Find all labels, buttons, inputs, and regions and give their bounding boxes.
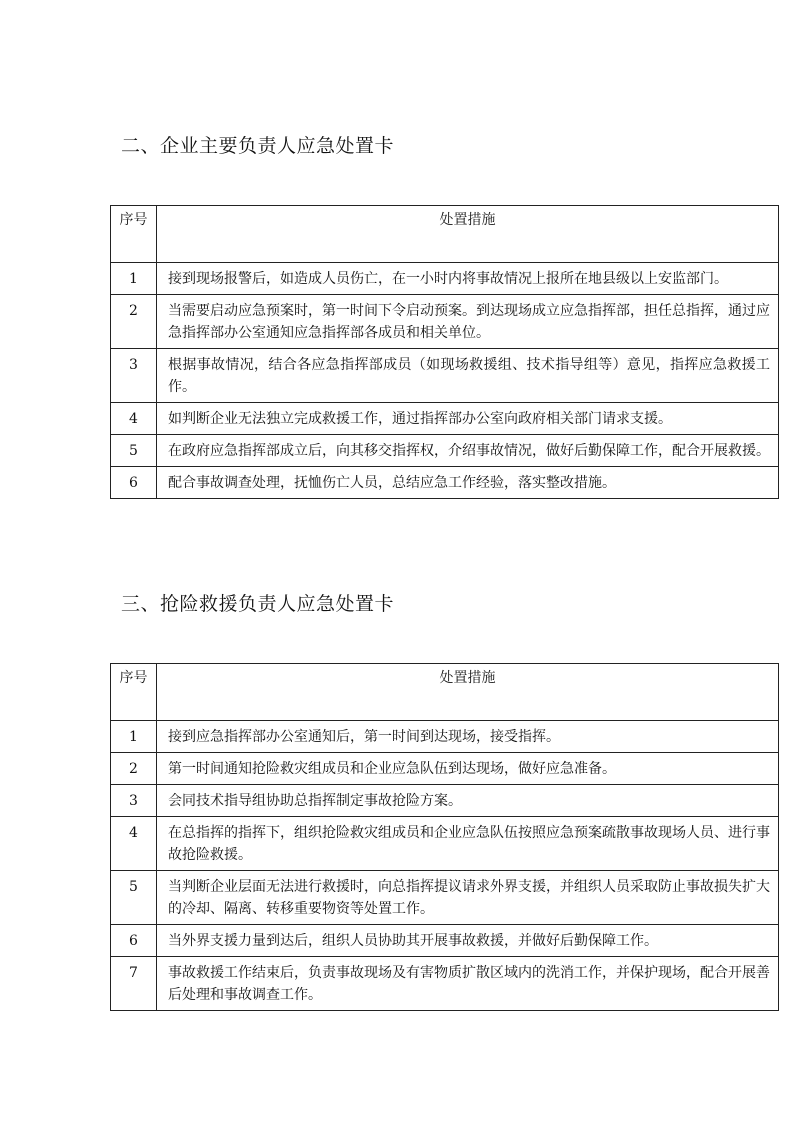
row-disposal-measure: 接到现场报警后，如造成人员伤亡，在一小时内将事故情况上报所在地县级以上安监部门。: [157, 263, 779, 295]
row-disposal-measure: 在政府应急指挥部成立后，向其移交指挥权，介绍事故情况，做好后勤保障工作，配合开展救援。: [157, 435, 779, 467]
disposal-card-table-2: [110, 663, 779, 1011]
header-serial-number: 序号: [111, 206, 157, 263]
table-row: [111, 467, 779, 499]
row-disposal-measure: 如判断企业无法独立完成救援工作，通过指挥部办公室向政府相关部门请求支援。: [157, 403, 779, 435]
disposal-card-table-1: [110, 205, 779, 499]
row-serial-number: 3: [111, 785, 157, 817]
table-row: [111, 753, 779, 785]
table-row: [111, 349, 779, 403]
row-serial-number: 1: [111, 263, 157, 295]
section-title-1: 二、企业主要负责人应急处置卡: [121, 135, 395, 157]
row-disposal-measure: 配合事故调查处理，抚恤伤亡人员，总结应急工作经验，落实整改措施。: [157, 467, 779, 499]
row-serial-number: 4: [111, 403, 157, 435]
header-serial-number: 序号: [111, 664, 157, 721]
row-serial-number: 2: [111, 295, 157, 349]
row-disposal-measure: 在总指挥的指挥下，组织抢险救灾组成员和企业应急队伍按照应急预案疏散事故现场人员、进行事故抢险救援。: [157, 817, 779, 871]
row-serial-number: 3: [111, 349, 157, 403]
row-disposal-measure: 根据事故情况，结合各应急指挥部成员（如现场救援组、技术指导组等）意见，指挥应急救援工作。: [157, 349, 779, 403]
table-row: [111, 957, 779, 1011]
row-disposal-measure: 事故救援工作结束后，负责事故现场及有害物质扩散区域内的洗消工作，并保护现场，配合开展善后处理和事故调查工作。: [157, 957, 779, 1011]
row-disposal-measure: 当需要启动应急预案时，第一时间下令启动预案。到达现场成立应急指挥部，担任总指挥，通过应急指挥部办公室通知应急指挥部各成员和相关单位。: [157, 295, 779, 349]
table-row: [111, 435, 779, 467]
table-row: [111, 925, 779, 957]
row-disposal-measure: 当判断企业层面无法进行救援时，向总指挥提议请求外界支援，并组织人员采取防止事故损失扩大的冷却、隔离、转移重要物资等处置工作。: [157, 871, 779, 925]
table-header-row: [111, 206, 779, 263]
table-row: [111, 403, 779, 435]
row-serial-number: 4: [111, 817, 157, 871]
table-row: [111, 871, 779, 925]
row-serial-number: 7: [111, 957, 157, 1011]
row-serial-number: 6: [111, 467, 157, 499]
header-disposal-measures: 处置措施: [157, 664, 779, 721]
row-serial-number: 5: [111, 435, 157, 467]
table-row: [111, 263, 779, 295]
table-row: [111, 785, 779, 817]
row-serial-number: 2: [111, 753, 157, 785]
table-row: [111, 817, 779, 871]
row-serial-number: 5: [111, 871, 157, 925]
row-disposal-measure: 接到应急指挥部办公室通知后，第一时间到达现场，接受指挥。: [157, 721, 779, 753]
row-serial-number: 1: [111, 721, 157, 753]
row-disposal-measure: 会同技术指导组协助总指挥制定事故抢险方案。: [157, 785, 779, 817]
table-row: [111, 721, 779, 753]
table-row: [111, 295, 779, 349]
table-header-row: [111, 664, 779, 721]
row-serial-number: 6: [111, 925, 157, 957]
header-disposal-measures: 处置措施: [157, 206, 779, 263]
row-disposal-measure: 第一时间通知抢险救灾组成员和企业应急队伍到达现场，做好应急准备。: [157, 753, 779, 785]
section-title-2: 三、抢险救援负责人应急处置卡: [121, 593, 395, 615]
row-disposal-measure: 当外界支援力量到达后，组织人员协助其开展事故救援，并做好后勤保障工作。: [157, 925, 779, 957]
